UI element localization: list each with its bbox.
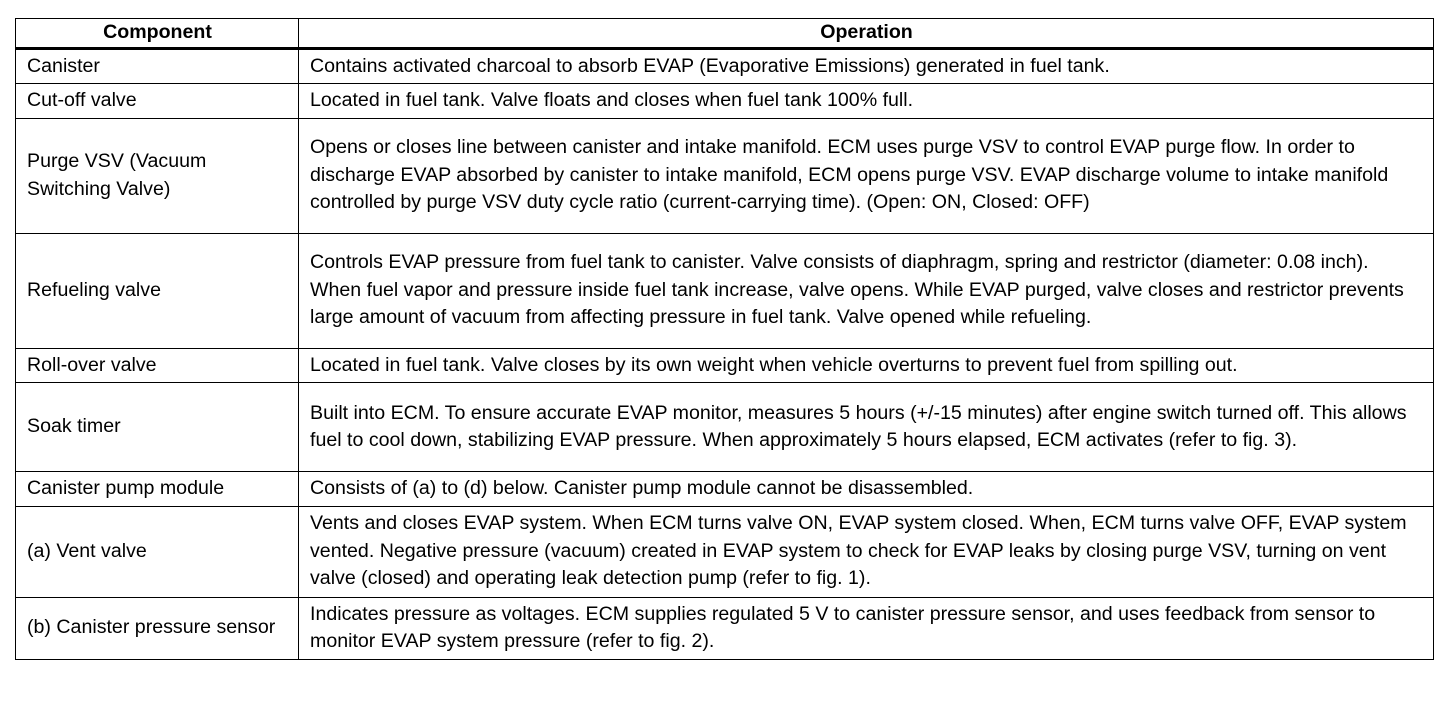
header-operation: Operation — [299, 19, 1434, 49]
operation-cell: Vents and closes EVAP system. When ECM turns valve ON, EVAP system closed. When, ECM turns valve OFF, EVAP system vented. Negative pressure (vacuum) created in EVAP system to check for EVAP leaks by closing purge VSV, turning on vent valve (closed) and operating leak detection pump (refer to fig. 1). — [299, 506, 1434, 597]
operation-cell: Contains activated charcoal to absorb EVAP (Evaporative Emissions) generated in fuel tank. — [299, 48, 1434, 84]
component-operation-table — [15, 18, 1434, 660]
operation-cell: Consists of (a) to (d) below. Canister pump module cannot be disassembled. — [299, 472, 1434, 507]
component-cell: Purge VSV (Vacuum Switching Valve) — [16, 118, 299, 233]
component-cell: Roll-over valve — [16, 348, 299, 383]
operation-cell: Opens or closes line between canister and intake manifold. ECM uses purge VSV to control EVAP purge flow. In order to discharge EVAP absorbed by canister to intake manifold, ECM opens purge VSV. EVAP discharge volume to intake manifold controlled by purge VSV duty cycle ratio (current-carrying time). (Open: ON, Closed: OFF) — [299, 118, 1434, 233]
table-header-row — [16, 19, 1434, 49]
component-cell: Cut-off valve — [16, 84, 299, 119]
table-row — [16, 118, 1434, 233]
operation-cell: Built into ECM. To ensure accurate EVAP monitor, measures 5 hours (+/-15 minutes) after engine switch turned off. This allows fuel to cool down, stabilizing EVAP pressure. When approximately 5 hours elapsed, ECM activates (refer to fig. 3). — [299, 383, 1434, 472]
table-row — [16, 597, 1434, 659]
table-row — [16, 233, 1434, 348]
table-row — [16, 383, 1434, 472]
table-row — [16, 348, 1434, 383]
operation-cell: Located in fuel tank. Valve closes by its own weight when vehicle overturns to prevent fuel from spilling out. — [299, 348, 1434, 383]
component-cell: Canister — [16, 48, 299, 84]
table-row — [16, 84, 1434, 119]
component-cell: (a) Vent valve — [16, 506, 299, 597]
operation-cell: Controls EVAP pressure from fuel tank to canister. Valve consists of diaphragm, spring and restrictor (diameter: 0.08 inch). When fuel vapor and pressure inside fuel tank increase, valve opens. While EVAP purged, valve closes and restrictor prevents large amount of vacuum from affecting pressure in fuel tank. Valve opened while refueling. — [299, 233, 1434, 348]
component-cell: Soak timer — [16, 383, 299, 472]
table-row — [16, 48, 1434, 84]
component-cell: (b) Canister pressure sensor — [16, 597, 299, 659]
component-cell: Canister pump module — [16, 472, 299, 507]
operation-cell: Indicates pressure as voltages. ECM supplies regulated 5 V to canister pressure sensor, and uses feedback from sensor to monitor EVAP system pressure (refer to fig. 2). — [299, 597, 1434, 659]
table-row — [16, 472, 1434, 507]
component-cell: Refueling valve — [16, 233, 299, 348]
table-row — [16, 506, 1434, 597]
header-component: Component — [16, 19, 299, 49]
operation-cell: Located in fuel tank. Valve floats and closes when fuel tank 100% full. — [299, 84, 1434, 119]
